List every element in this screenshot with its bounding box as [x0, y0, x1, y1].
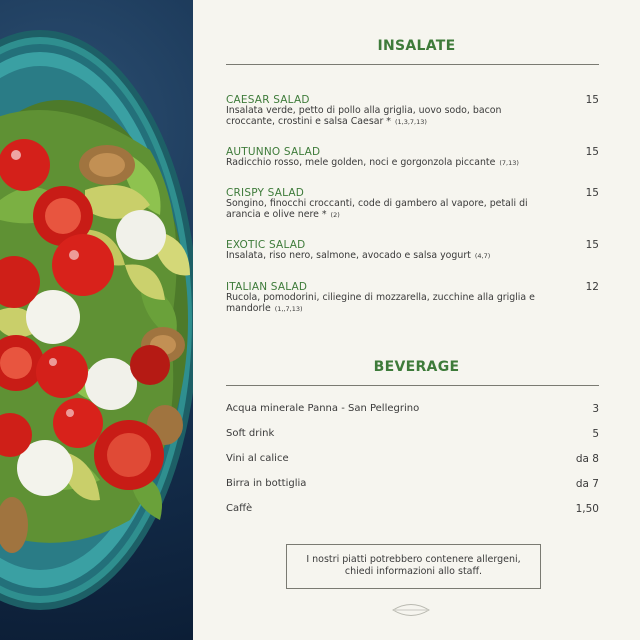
salad-bowl-illustration: [0, 0, 193, 640]
notice-line-1: I nostri piatti potrebbero contenere allergeni,: [306, 554, 521, 565]
menu-item: [226, 94, 599, 127]
beverage-title: BEVERAGE: [373, 359, 460, 375]
beverage-price: 1,50: [575, 503, 599, 515]
menu-item: [226, 146, 599, 169]
beverage-price: 3: [592, 403, 599, 415]
item-name: CRISPY SALAD: [226, 187, 305, 199]
item-name: ITALIAN SALAD: [226, 281, 308, 293]
beverage-price: da 7: [575, 478, 599, 490]
beverage-item: [226, 403, 599, 414]
item-description: Songino, finocchi croccanti, code di gambero al vapore, petali di arancia e olive nere * (2): [226, 198, 528, 220]
salad-photo: [0, 0, 193, 640]
menu-item: [226, 281, 599, 314]
beverage-price: da 8: [575, 453, 599, 465]
item-allergens: (1,,7,13): [274, 304, 303, 313]
item-description: Insalata verde, petto di pollo alla griglia, uovo sodo, bacon croccante, crostini e salsa Caesar * (1,3,7,13): [226, 105, 502, 127]
item-description: Insalata, riso nero, salmone, avocado e salsa yogurt (4,7): [226, 250, 491, 261]
insalate-title: INSALATE: [377, 38, 456, 54]
item-name: AUTUNNO SALAD: [226, 146, 321, 158]
beverage-item: [226, 503, 599, 514]
beverage-item: [226, 478, 599, 489]
beverage-name: Vini al calice: [226, 453, 289, 464]
leaf-icon: [391, 602, 431, 621]
item-price: 15: [585, 239, 599, 251]
item-description: Rucola, pomodorini, ciliegine di mozzarella, zucchine alla griglia e mandorle (1,,7,13): [226, 292, 535, 314]
item-price: 15: [585, 146, 599, 158]
allergen-notice: [286, 544, 541, 589]
item-price: 15: [585, 94, 599, 106]
beverage-item: [226, 428, 599, 439]
beverage-price: 5: [592, 428, 599, 440]
beverage-name: Birra in bottiglia: [226, 478, 307, 489]
beverage-name: Acqua minerale Panna - San Pellegrino: [226, 403, 420, 414]
insalate-divider: [226, 64, 599, 65]
item-allergens: (1,3,7,13): [394, 117, 427, 126]
notice-line-2: chiedi informazioni allo staff.: [344, 566, 483, 577]
item-price: 15: [585, 187, 599, 199]
item-price: 12: [585, 281, 599, 293]
beverage-item: [226, 453, 599, 464]
menu-item: [226, 239, 599, 262]
item-description: Radicchio rosso, mele golden, noci e gorgonzola piccante (7,13): [226, 157, 519, 168]
item-allergens: (2): [330, 210, 340, 219]
item-name: EXOTIC SALAD: [226, 239, 306, 251]
item-allergens: (7,13): [499, 159, 519, 167]
menu-panel: [193, 0, 640, 640]
item-name: CAESAR SALAD: [226, 94, 310, 106]
beverage-name: Soft drink: [226, 428, 275, 439]
menu-item: [226, 187, 599, 220]
item-allergens: (4,7): [474, 252, 491, 260]
beverage-name: Caffè: [226, 503, 253, 514]
beverage-divider: [226, 385, 599, 386]
